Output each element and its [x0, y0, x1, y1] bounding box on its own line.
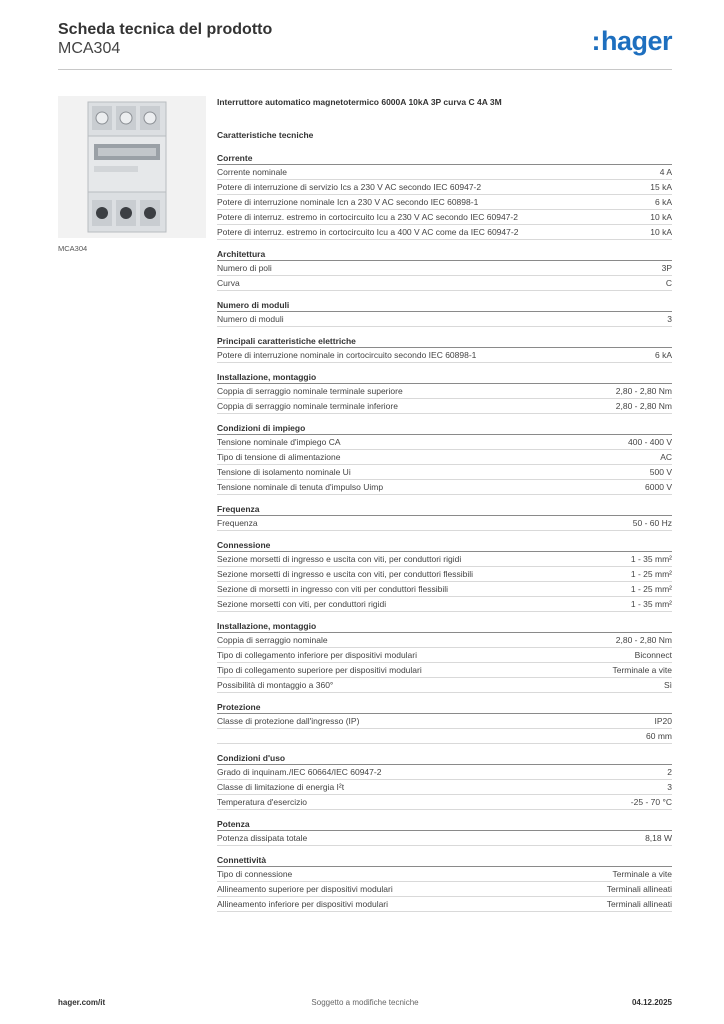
spec-value: 3	[667, 314, 672, 324]
product-code: MCA304	[58, 40, 121, 57]
spec-label: Potere di interruzione di servizio Ics a 230 V AC secondo IEC 60947-2	[217, 182, 482, 192]
spec-value: IP20	[654, 716, 672, 726]
footer-date: 04.12.2025	[631, 998, 672, 1007]
spec-row	[217, 384, 672, 399]
spec-value: 1 - 35 mm²	[630, 599, 672, 609]
spec-label: Possibilità di montaggio a 360°	[217, 680, 334, 690]
spec-section	[217, 299, 672, 327]
spec-row	[217, 597, 672, 612]
hager-logo: :hager	[591, 26, 672, 56]
spec-sections	[217, 152, 672, 912]
spec-value: 1 - 25 mm²	[630, 569, 672, 579]
section-title: Installazione, montaggio	[217, 620, 672, 633]
spec-label: Tensione di isolamento nominale Ui	[217, 467, 351, 477]
spec-row	[217, 312, 672, 327]
spec-value: 2,80 - 2,80 Nm	[615, 635, 672, 645]
spec-label: Temperatura d'esercizio	[217, 797, 307, 807]
footer-website-link[interactable]: hager.com/it	[58, 998, 106, 1007]
spec-label: Sezione morsetti di ingresso e uscita con viti, per conduttori flessibili	[217, 569, 474, 579]
spec-label: Potere di interruzione nominale Icn a 230 V AC secondo IEC 60898-1	[217, 197, 479, 207]
spec-label: Coppia di serraggio nominale	[217, 635, 328, 645]
spec-value: Biconnect	[634, 650, 672, 660]
section-title: Frequenza	[217, 503, 672, 516]
spec-row	[217, 795, 672, 810]
spec-label: Potenza dissipata totale	[217, 833, 308, 843]
spec-row	[217, 480, 672, 495]
spec-label: Tensione nominale d'impiego CA	[217, 437, 341, 447]
logo-text: hager	[600, 26, 672, 56]
spec-value: 1 - 35 mm²	[630, 554, 672, 564]
spec-row	[217, 582, 672, 597]
spec-label: Sezione morsetti con viti, per conduttori rigidi	[217, 599, 387, 609]
spec-row	[217, 435, 672, 450]
spec-value: Sì	[663, 680, 672, 690]
spec-section	[217, 371, 672, 414]
section-title: Installazione, montaggio	[217, 371, 672, 384]
spec-label: Potere di interruzione nominale in cortocircuito secondo IEC 60898-1	[217, 350, 477, 360]
spec-value: Terminale a vite	[612, 869, 672, 879]
spec-value: 2	[667, 767, 672, 777]
spec-row	[217, 633, 672, 648]
spec-section	[217, 152, 672, 240]
spec-row	[217, 831, 672, 846]
spec-row	[217, 276, 672, 291]
spec-row	[217, 165, 672, 180]
spec-row	[217, 765, 672, 780]
section-title: Numero di moduli	[217, 299, 672, 312]
spec-label: Curva	[217, 278, 240, 288]
spec-value: 2,80 - 2,80 Nm	[615, 401, 672, 411]
spec-value: AC	[660, 452, 672, 462]
spec-row	[217, 450, 672, 465]
product-image-caption: MCA304	[58, 244, 88, 253]
spec-label: Potere di interruz. estremo in cortocircuito Icu a 400 V AC come da IEC 60947-2	[217, 227, 519, 237]
spec-row	[217, 882, 672, 897]
spec-label: Tensione nominale di tenuta d'impulso Uimp	[217, 482, 384, 492]
spec-label: Sezione di morsetti in ingresso con viti per conduttori flessibili	[217, 584, 449, 594]
spec-row	[217, 348, 672, 363]
spec-row	[217, 465, 672, 480]
page-header	[58, 20, 672, 70]
spec-section	[217, 422, 672, 495]
spec-row	[217, 729, 672, 744]
spec-value: 4 A	[659, 167, 672, 177]
spec-content	[217, 96, 672, 912]
section-title: Corrente	[217, 152, 672, 165]
spec-value: 2,80 - 2,80 Nm	[615, 386, 672, 396]
spec-section	[217, 752, 672, 810]
spec-label: Coppia di serraggio nominale terminale inferiore	[217, 401, 398, 411]
spec-value: 400 - 400 V	[628, 437, 672, 447]
spec-value: 3P	[661, 263, 672, 273]
section-title: Protezione	[217, 701, 672, 714]
product-description: Interruttore automatico magnetotermico 6000A 10kA 3P curva C 4A 3M	[217, 97, 502, 107]
spec-row	[217, 780, 672, 795]
section-title: Condizioni di impiego	[217, 422, 672, 435]
spec-section	[217, 503, 672, 531]
section-title: Condizioni d'uso	[217, 752, 672, 765]
spec-row	[217, 678, 672, 693]
page-footer	[58, 998, 672, 1010]
spec-value: Terminali allineati	[606, 884, 672, 894]
spec-row	[217, 897, 672, 912]
spec-section	[217, 854, 672, 912]
spec-row	[217, 567, 672, 582]
spec-row	[217, 516, 672, 531]
section-title: Connessione	[217, 539, 672, 552]
spec-section	[217, 248, 672, 291]
header-divider	[58, 69, 672, 70]
spec-section	[217, 818, 672, 846]
spec-value: 6 kA	[654, 350, 672, 360]
product-image	[58, 96, 206, 238]
spec-value: -25 - 70 °C	[630, 797, 672, 807]
spec-row	[217, 195, 672, 210]
spec-section	[217, 701, 672, 744]
spec-value: 60 mm	[646, 731, 672, 741]
spec-row	[217, 225, 672, 240]
spec-value: Terminale a vite	[612, 665, 672, 675]
spec-section	[217, 539, 672, 612]
spec-label: Tipo di tensione di alimentazione	[217, 452, 341, 462]
spec-row	[217, 399, 672, 414]
spec-label: Tipo di connessione	[217, 869, 293, 879]
section-title: Potenza	[217, 818, 672, 831]
spec-value: 6 kA	[654, 197, 672, 207]
spec-label: Tipo di collegamento superiore per dispositivi modulari	[217, 665, 422, 675]
spec-label: Grado di inquinam./IEC 60664/IEC 60947-2	[217, 767, 382, 777]
spec-label: Sezione morsetti di ingresso e uscita con viti, per conduttori rigidi	[217, 554, 462, 564]
tech-characteristics-heading: Caratteristiche tecniche	[217, 130, 314, 140]
spec-label: Potere di interruz. estremo in cortocircuito Icu a 230 V AC secondo IEC 60947-2	[217, 212, 518, 222]
spec-value: 10 kA	[650, 212, 672, 222]
footer-disclaimer: Soggetto a modifiche tecniche	[311, 998, 419, 1007]
spec-value: 1 - 25 mm²	[630, 584, 672, 594]
spec-label: Numero di moduli	[217, 314, 284, 324]
spec-label: Frequenza	[217, 518, 258, 528]
spec-value: 3	[667, 782, 672, 792]
spec-label: Allineamento superiore per dispositivi modulari	[217, 884, 393, 894]
spec-row	[217, 714, 672, 729]
spec-row	[217, 663, 672, 678]
spec-value: 50 - 60 Hz	[632, 518, 672, 528]
spec-row	[217, 867, 672, 882]
spec-label: Classe di limitazione di energia I²t	[217, 782, 345, 792]
spec-section	[217, 335, 672, 363]
section-title: Architettura	[217, 248, 672, 261]
spec-value: 6000 V	[645, 482, 672, 492]
spec-row	[217, 552, 672, 567]
section-title: Connettività	[217, 854, 672, 867]
spec-value: 15 kA	[650, 182, 672, 192]
spec-value: 10 kA	[650, 227, 672, 237]
section-title: Principali caratteristiche elettriche	[217, 335, 672, 348]
spec-row	[217, 648, 672, 663]
spec-label: Coppia di serraggio nominale terminale superiore	[217, 386, 403, 396]
spec-label: Corrente nominale	[217, 167, 287, 177]
spec-row	[217, 180, 672, 195]
spec-section	[217, 620, 672, 693]
spec-value: Terminali allineati	[606, 899, 672, 909]
spec-label: Allineamento inferiore per dispositivi modulari	[217, 899, 389, 909]
spec-label: Numero di poli	[217, 263, 272, 273]
spec-value: 500 V	[649, 467, 672, 477]
spec-label: Tipo di collegamento inferiore per dispositivi modulari	[217, 650, 418, 660]
spec-value: C	[665, 278, 672, 288]
spec-row	[217, 261, 672, 276]
page-title: Scheda tecnica del prodotto	[58, 21, 273, 38]
spec-label: Classe di protezione dall'ingresso (IP)	[217, 716, 360, 726]
spec-value: 8,18 W	[645, 833, 672, 843]
spec-row	[217, 210, 672, 225]
